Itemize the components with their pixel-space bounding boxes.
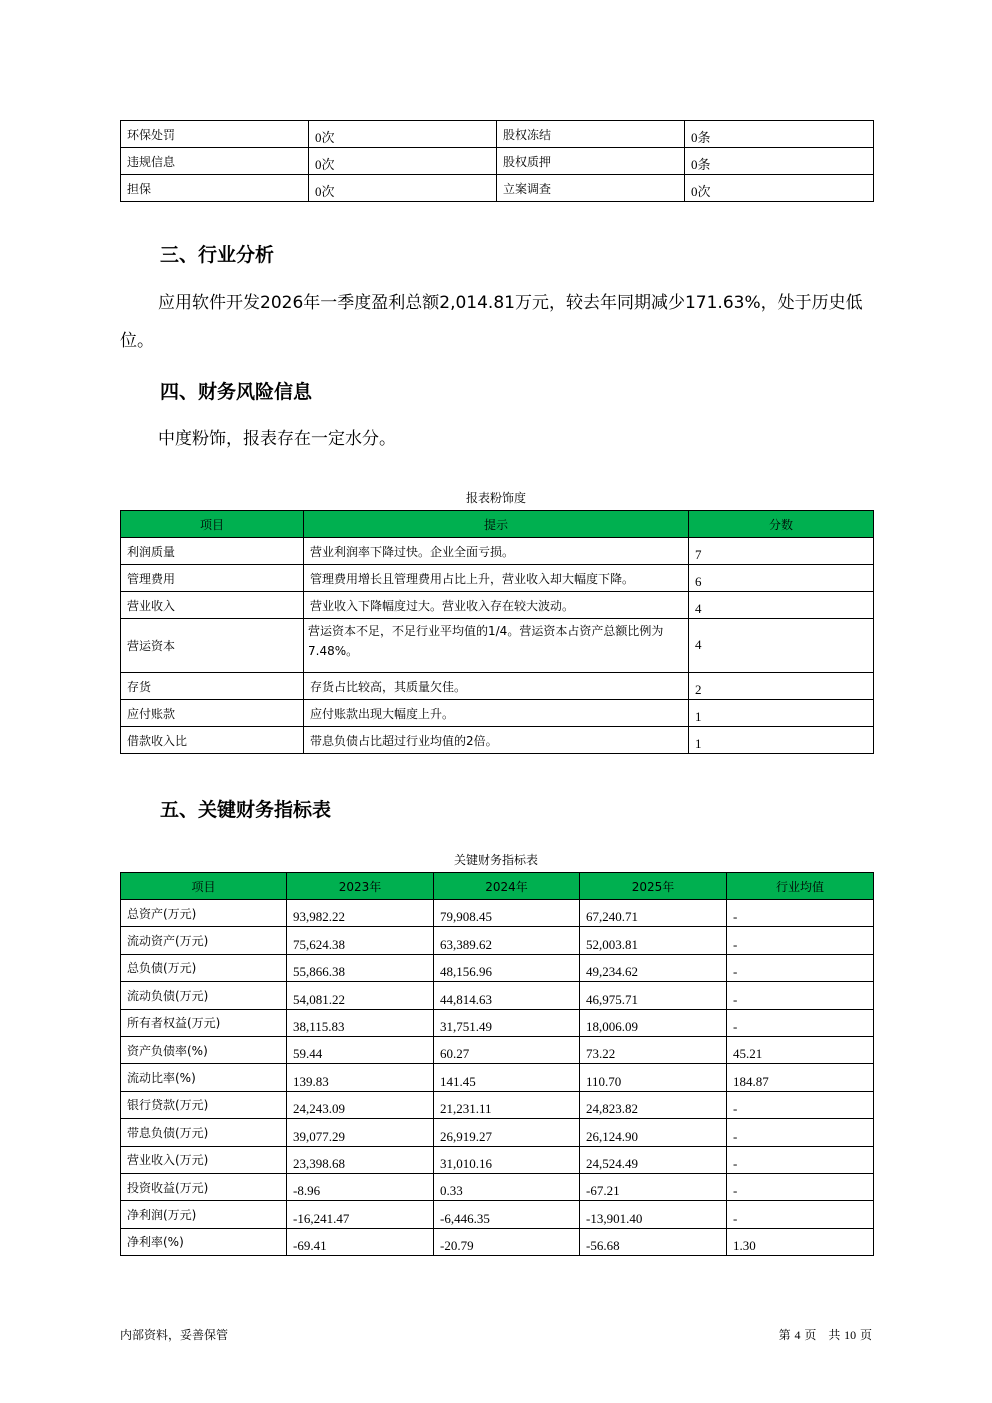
indicator-value-cell: 0.33 [434,1173,580,1200]
indicator-value-cell: - [727,1091,874,1118]
footer-confidential: 内部资料，妥善保管 [120,1328,229,1342]
risk-value: 0条 [685,148,874,175]
table-row [121,1201,874,1228]
hint-cell: 带息负债占比超过行业均值的2倍。 [304,727,689,754]
indicator-value-cell: 73.22 [580,1036,727,1063]
indicator-value-cell: - [727,927,874,954]
risk-value: 0次 [309,175,497,202]
risk-value: 0次 [685,175,874,202]
score-cell: 2 [689,673,874,700]
indicator-value-cell: 63,389.62 [434,927,580,954]
table-row [121,982,874,1009]
table-row [121,121,874,148]
table-row [121,175,874,202]
indicator-name-cell: 投资收益(万元) [121,1173,287,1200]
indicator-value-cell: 44,814.63 [434,982,580,1009]
hint-cell: 存货占比较高，其质量欠佳。 [304,673,689,700]
hint-cell: 营运资本不足，不足行业平均值的1/4。营运资本占资产总额比例为7.48%。 [304,619,689,673]
table-row [121,900,874,927]
indicator-value-cell: 39,077.29 [287,1119,434,1146]
table-row [121,700,874,727]
indicator-value-cell: 38,115.83 [287,1009,434,1036]
page-prefix: 第 [778,1328,791,1342]
table-header-row [121,873,874,900]
table-row [121,592,874,619]
indicator-name-cell: 银行贷款(万元) [121,1091,287,1118]
column-header: 提示 [304,511,689,538]
risk-label: 股权质押 [497,148,685,175]
page-number [779,1326,872,1343]
indicator-value-cell: -67.21 [580,1173,727,1200]
indicator-name-cell: 净利润(万元) [121,1201,287,1228]
score-cell: 4 [689,592,874,619]
indicator-value-cell: 26,919.27 [434,1119,580,1146]
indicator-value-cell: 1.30 [727,1228,874,1255]
financial-risk-paragraph: 中度粉饰，报表存在一定水分。 [158,429,396,449]
indicator-value-cell: 24,524.49 [580,1146,727,1173]
item-cell: 借款收入比 [121,727,304,754]
indicator-name-cell: 总负债(万元) [121,954,287,981]
hint-cell: 管理费用增长且管理费用占比上升，营业收入却大幅度下降。 [304,565,689,592]
table-row [121,148,874,175]
indicator-value-cell: 93,982.22 [287,900,434,927]
table-row [121,619,874,673]
indicator-name-cell: 带息负债(万元) [121,1119,287,1146]
item-cell: 利润质量 [121,538,304,565]
indicator-value-cell: 139.83 [287,1064,434,1091]
indicator-name-cell: 净利率(%) [121,1228,287,1255]
table-row [121,673,874,700]
indicator-value-cell: 75,624.38 [287,927,434,954]
indicator-value-cell: -16,241.47 [287,1201,434,1228]
indicator-value-cell: -56.68 [580,1228,727,1255]
risk-summary-table [120,120,874,202]
indicator-value-cell: 21,231.11 [434,1091,580,1118]
indicator-value-cell: 52,003.81 [580,927,727,954]
indicator-value-cell: 46,975.71 [580,982,727,1009]
risk-label: 立案调查 [497,175,685,202]
indicator-value-cell: 184.87 [727,1064,874,1091]
indicator-value-cell: - [727,954,874,981]
whitewash-table [120,510,874,754]
indicator-value-cell: 79,908.45 [434,900,580,927]
table-row [121,1091,874,1118]
indicator-value-cell: 110.70 [580,1064,727,1091]
indicator-value-cell: 55,866.38 [287,954,434,981]
hint-cell: 营业收入下降幅度过大。营业收入存在较大波动。 [304,592,689,619]
score-cell: 4 [689,619,874,673]
indicator-value-cell: -13,901.40 [580,1201,727,1228]
indicator-name-cell: 营业收入(万元) [121,1146,287,1173]
indicator-value-cell: 24,823.82 [580,1091,727,1118]
table-row [121,1228,874,1255]
indicator-value-cell: 49,234.62 [580,954,727,981]
whitewash-caption: 报表粉饰度 [465,491,526,505]
indicator-value-cell: 141.45 [434,1064,580,1091]
table-row [121,1173,874,1200]
indicator-value-cell: 24,243.09 [287,1091,434,1118]
industry-paragraph: 应用软件开发2026年一季度盈利总额2,014.81万元，较去年同期减少171.63%，处于历史低位。 [120,293,863,351]
indicators-caption: 关键财务指标表 [453,853,538,867]
indicator-value-cell: 60.27 [434,1036,580,1063]
table-row [121,1146,874,1173]
indicator-value-cell: - [727,1146,874,1173]
indicator-value-cell: -69.41 [287,1228,434,1255]
score-cell: 7 [689,538,874,565]
table-header-row [121,511,874,538]
indicator-value-cell: 48,156.96 [434,954,580,981]
indicator-value-cell: -8.96 [287,1173,434,1200]
indicator-value-cell: 31,751.49 [434,1009,580,1036]
risk-value: 0次 [309,121,497,148]
indicator-value-cell: -20.79 [434,1228,580,1255]
indicator-name-cell: 流动比率(%) [121,1064,287,1091]
risk-value: 0条 [685,121,874,148]
item-cell: 存货 [121,673,304,700]
item-cell: 营业收入 [121,592,304,619]
indicator-value-cell: 23,398.68 [287,1146,434,1173]
score-cell: 6 [689,565,874,592]
indicator-value-cell: 31,010.16 [434,1146,580,1173]
table-row [121,1119,874,1146]
column-header: 2023年 [287,873,434,900]
section-heading-industry: 三、行业分析 [160,244,275,266]
indicator-value-cell: 18,006.09 [580,1009,727,1036]
indicator-value-cell: - [727,1173,874,1200]
indicator-value-cell: - [727,900,874,927]
indicator-name-cell: 总资产(万元) [121,900,287,927]
page-total: 10 [844,1328,857,1342]
indicators-body [121,900,874,1256]
indicator-value-cell: - [727,982,874,1009]
risk-label: 违规信息 [121,148,309,175]
indicator-name-cell: 流动资产(万元) [121,927,287,954]
indicator-value-cell: - [727,1009,874,1036]
table-row [121,1036,874,1063]
section-heading-financial-risk: 四、财务风险信息 [160,381,313,403]
page-current: 4 [794,1328,801,1342]
item-cell: 管理费用 [121,565,304,592]
page-mid: 页 共 [804,1328,841,1342]
table-row [121,1064,874,1091]
column-header: 项目 [121,873,287,900]
indicator-value-cell: 45.21 [727,1036,874,1063]
table-row [121,927,874,954]
indicator-value-cell: - [727,1201,874,1228]
column-header: 2025年 [580,873,727,900]
indicator-name-cell: 资产负债率(%) [121,1036,287,1063]
risk-label: 股权冻结 [497,121,685,148]
risk-label: 环保处罚 [121,121,309,148]
table-row [121,538,874,565]
indicator-name-cell: 流动负债(万元) [121,982,287,1009]
hint-cell: 营业利润率下降过快。企业全面亏损。 [304,538,689,565]
indicator-value-cell: -6,446.35 [434,1201,580,1228]
page-suffix: 页 [859,1328,872,1342]
table-row [121,727,874,754]
indicators-table [120,872,874,1256]
score-cell: 1 [689,727,874,754]
hint-cell: 应付账款出现大幅度上升。 [304,700,689,727]
table-row [121,954,874,981]
indicator-value-cell: 26,124.90 [580,1119,727,1146]
indicator-value-cell: 59.44 [287,1036,434,1063]
risk-label: 担保 [121,175,309,202]
table-row [121,1009,874,1036]
column-header: 项目 [121,511,304,538]
risk-value: 0次 [309,148,497,175]
indicator-value-cell: 67,240.71 [580,900,727,927]
indicator-name-cell: 所有者权益(万元) [121,1009,287,1036]
column-header: 2024年 [434,873,580,900]
section-heading-key-indicators: 五、关键财务指标表 [160,799,332,821]
column-header: 分数 [689,511,874,538]
item-cell: 营运资本 [121,619,304,673]
item-cell: 应付账款 [121,700,304,727]
table-row [121,565,874,592]
indicator-value-cell: 54,081.22 [287,982,434,1009]
score-cell: 1 [689,700,874,727]
column-header: 行业均值 [727,873,874,900]
indicator-value-cell: - [727,1119,874,1146]
